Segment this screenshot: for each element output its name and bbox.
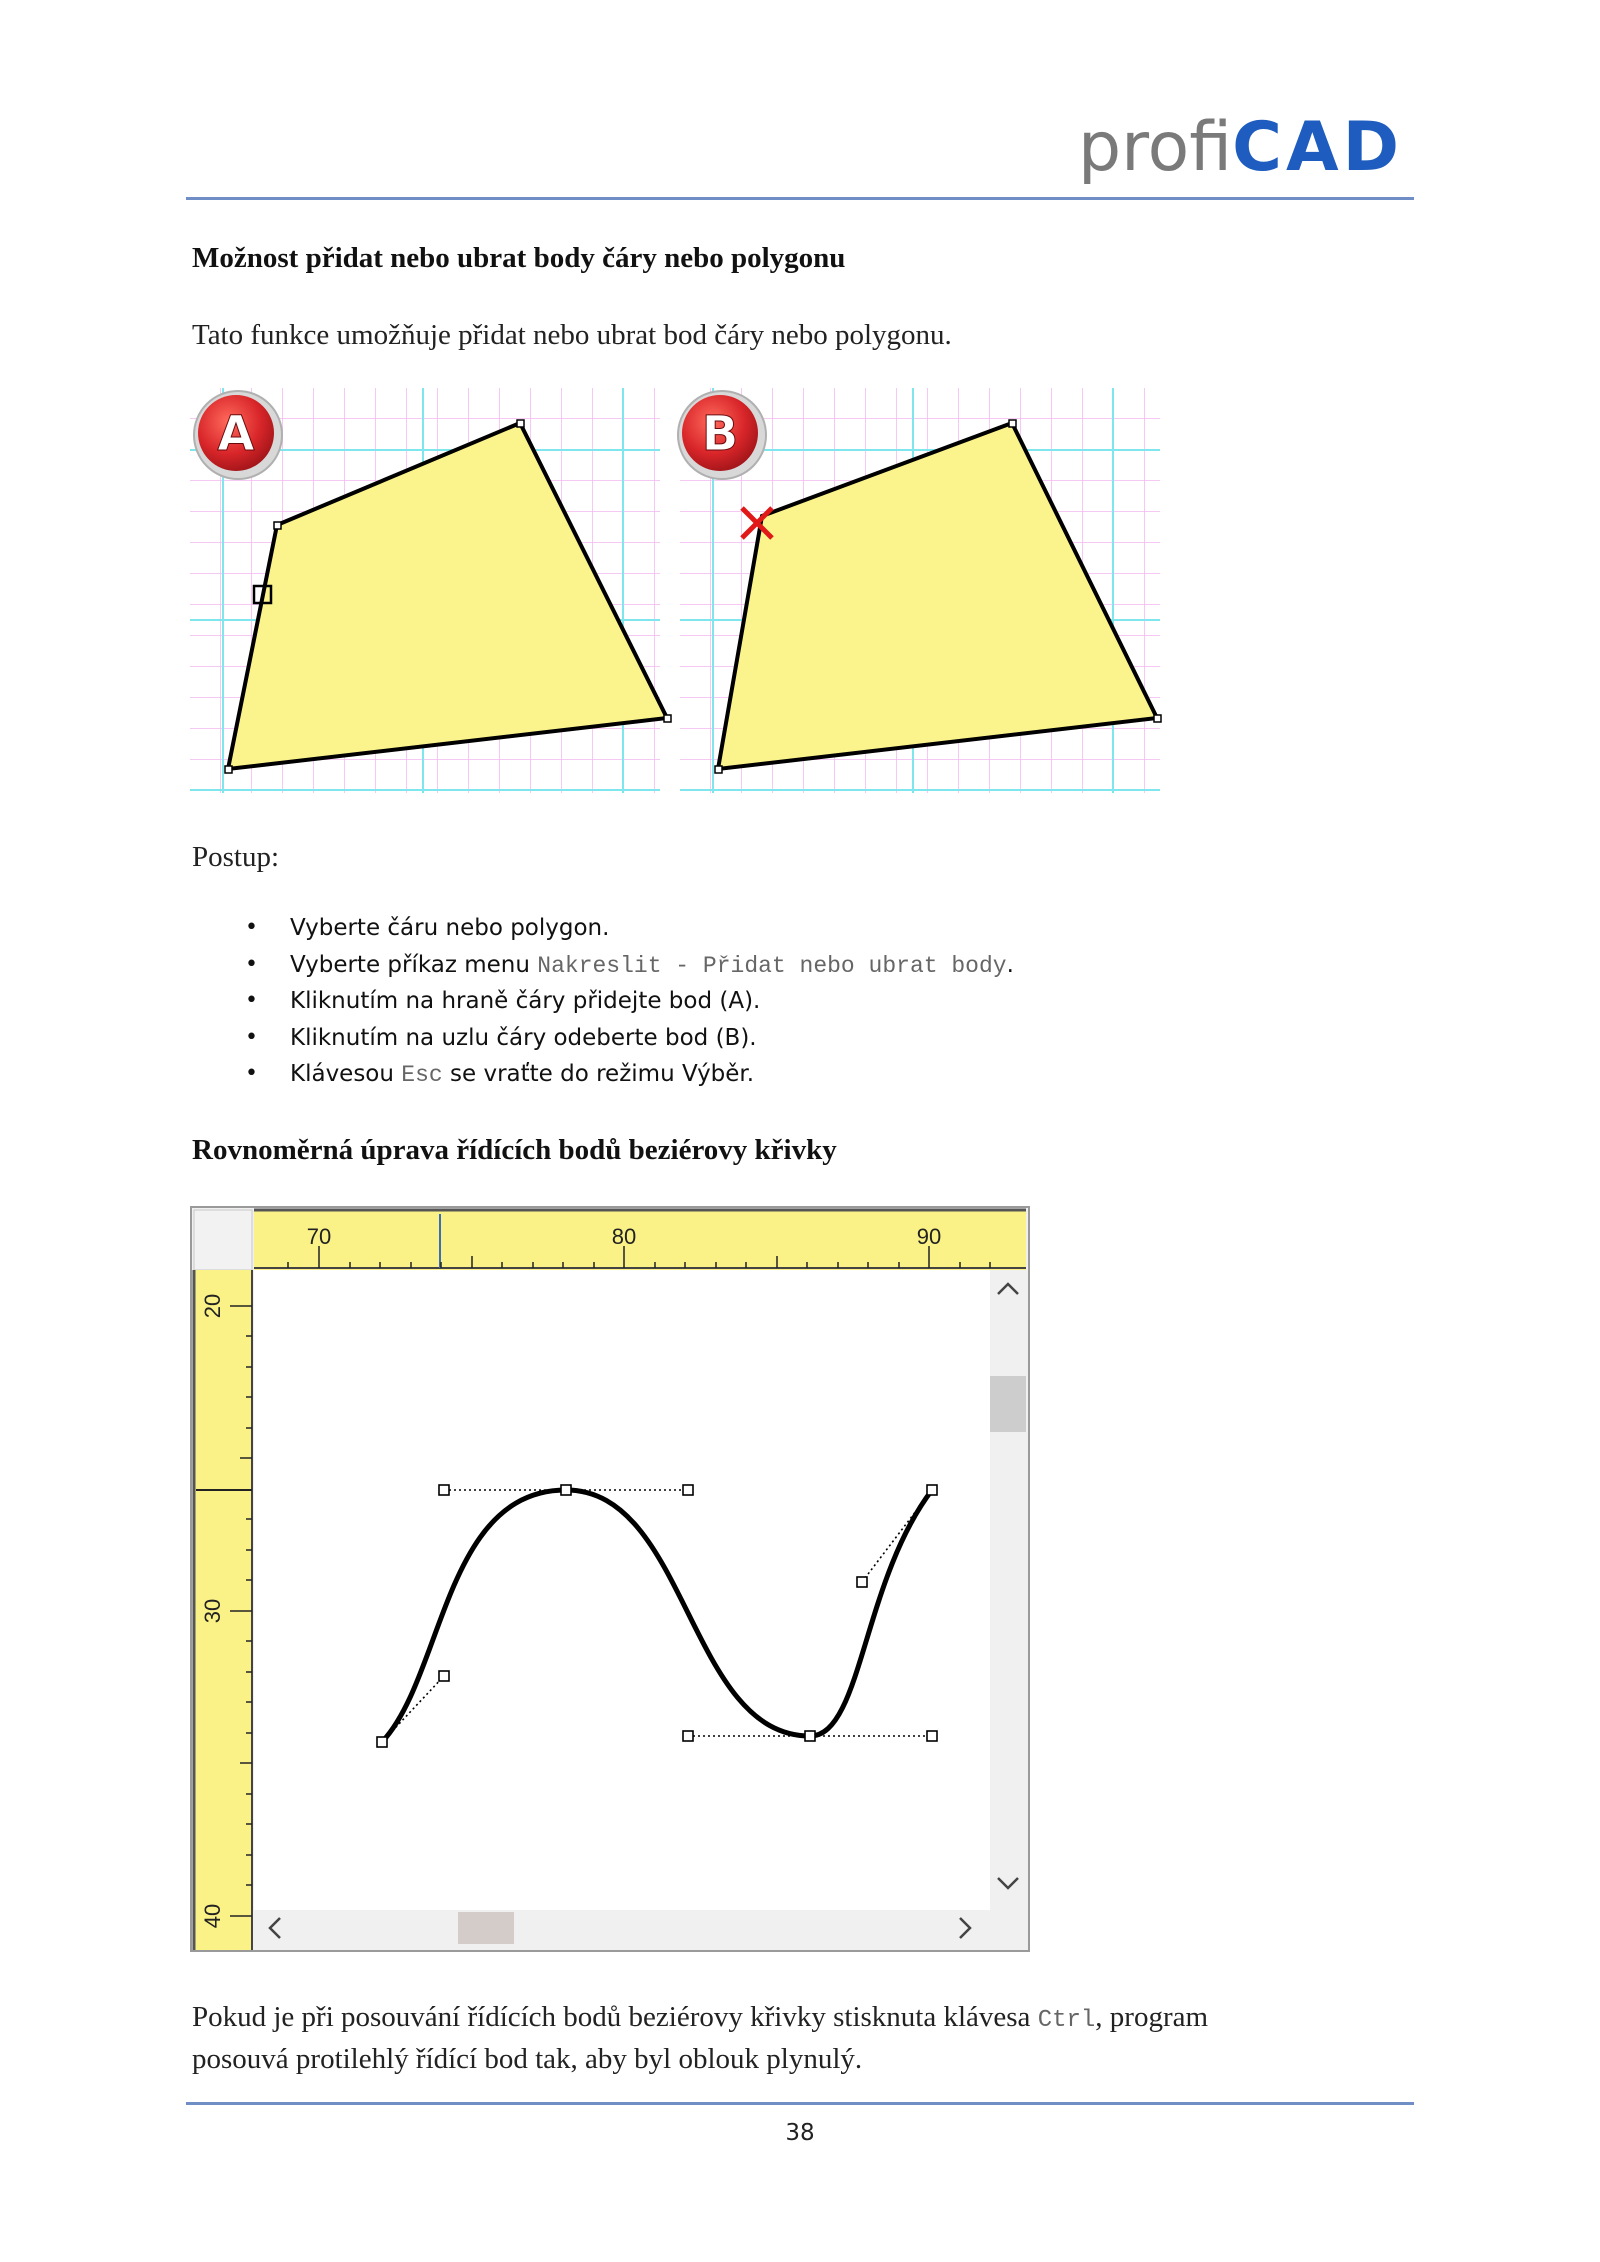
footer-rule [186,2102,1414,2105]
badge-b-letter: B [701,406,739,462]
steps-title: Postup: [192,841,280,873]
vertical-scrollbar[interactable] [990,1270,1026,1910]
list-item: • Kliknutím na uzlu čáry odeberte bod (B). [245,1024,757,1051]
list-item: • Klávesou Esc se vraťte do režimu Výběr. [245,1061,755,1088]
panel-a [190,388,671,793]
ruler-label-30: 30 [200,1598,225,1624]
outro-text: Pokud je při posouvání řídících bodů beziérovy křivky stisknuta klávesa [192,2001,1038,2033]
badge-a [194,391,282,479]
menu-path-code: Nakreslit - Přidat nebo ubrat body [537,952,1007,979]
step-text: Kliknutím na uzlu čáry odeberte bod (B). [290,1024,757,1051]
step-text: Vyberte čáru nebo polygon. [290,915,610,941]
outro-text: , program [1095,2001,1209,2033]
ruler-label-70: 70 [306,1224,332,1249]
steps-list [245,910,1014,1093]
list-item: • Vyberte příkaz menu Nakreslit - Přidat nebo ubrat body. [245,951,1014,979]
outro-line-2: posouvá protilehlý řídící bod tak, aby byl oblouk plynulý. [192,2043,863,2075]
badge-b [678,391,766,479]
list-item: • Vyberte čáru nebo polygon. [245,915,610,941]
step-text: Kliknutím na hraně čáry přidejte bod (A). [290,988,761,1014]
ruler-label-90: 90 [916,1224,942,1249]
section-heading-add-remove-points: Možnost přidat nebo ubrat body čáry nebo polygonu [192,242,846,274]
bezier-editor-figure [190,1206,1032,1954]
section-heading-bezier: Rovnoměrná úprava řídících bodů beziérovy křivky [192,1134,837,1166]
step-text: se vraťte do režimu Výběr. [442,1061,755,1087]
outro-line-1 [192,1998,1432,2040]
step-text: Klávesou [290,1061,402,1087]
list-item: • Kliknutím na hraně čáry přidejte bod (A). [245,988,761,1014]
header-rule [186,197,1414,200]
logo-text-profi: profi [1078,108,1233,187]
outro-paragraph [192,1998,1432,2078]
horizontal-scroll-thumb[interactable] [458,1912,514,1944]
ruler-label-20: 20 [200,1293,225,1319]
ruler-label-80: 80 [611,1224,637,1249]
panel-b [678,388,1161,793]
polygon-edit-figure [190,388,1180,793]
key-code: Esc [401,1062,443,1088]
step-text: Vyberte příkaz menu [290,951,538,978]
proficad-logo [1078,108,1403,188]
drawing-canvas[interactable] [254,1270,990,1910]
scrollbar-corner [990,1910,1026,1946]
ctrl-key-code: Ctrl [1037,2007,1096,2034]
horizontal-scrollbar[interactable] [254,1910,990,1946]
ruler-left [194,1270,252,1950]
badge-a-letter: A [217,406,255,462]
logo-text-cad: CAD [1232,108,1404,187]
vertical-scroll-thumb[interactable] [990,1376,1026,1432]
step-text: . [1006,951,1014,978]
section-intro-text: Tato funkce umožňuje přidat nebo ubrat bod čáry nebo polygonu. [192,319,952,351]
ruler-top [254,1210,1026,1270]
ruler-label-40: 40 [200,1903,225,1929]
page-number: 38 [785,2120,815,2146]
